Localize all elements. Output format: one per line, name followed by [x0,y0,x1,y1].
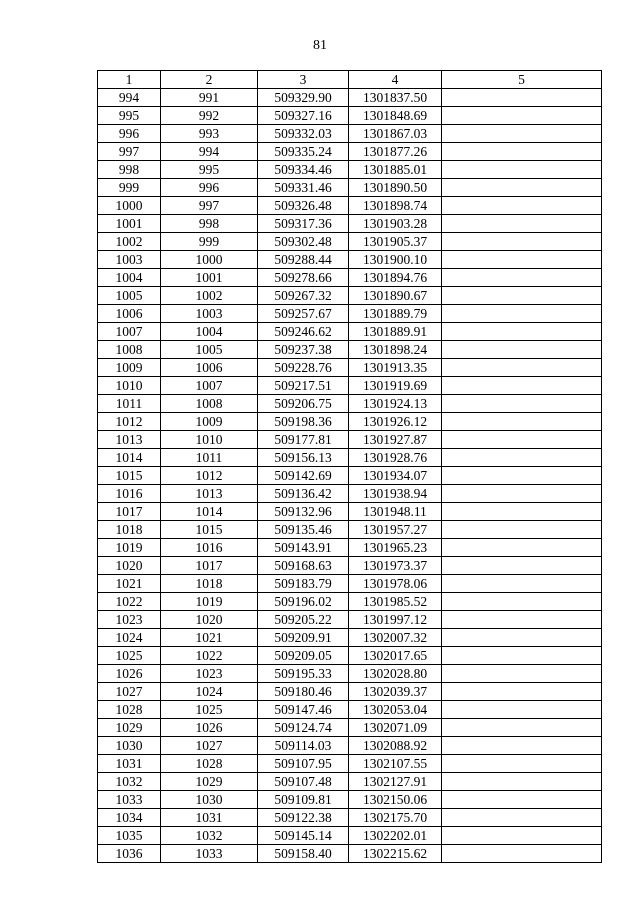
note-cell [442,125,602,143]
point-number-cell: 1016 [98,485,161,503]
reference-number-cell: 1015 [161,521,258,539]
x-coordinate-cell: 509334.46 [258,161,349,179]
reference-number-cell: 1005 [161,341,258,359]
reference-number-cell: 1025 [161,701,258,719]
table-row [98,611,602,629]
y-coordinate-cell: 1301957.27 [349,521,442,539]
note-cell [442,89,602,107]
x-coordinate-cell: 509177.81 [258,431,349,449]
table-row [98,125,602,143]
y-coordinate-cell: 1301898.24 [349,341,442,359]
reference-number-cell: 1009 [161,413,258,431]
note-cell [442,413,602,431]
table-row [98,89,602,107]
point-number-cell: 1005 [98,287,161,305]
y-coordinate-cell: 1301919.69 [349,377,442,395]
note-cell [442,719,602,737]
point-number-cell: 996 [98,125,161,143]
point-number-cell: 1023 [98,611,161,629]
note-cell [442,197,602,215]
reference-number-cell: 992 [161,107,258,125]
x-coordinate-cell: 509237.38 [258,341,349,359]
table-row [98,107,602,125]
point-number-cell: 1020 [98,557,161,575]
reference-number-cell: 1024 [161,683,258,701]
note-cell [442,845,602,863]
x-coordinate-cell: 509114.03 [258,737,349,755]
y-coordinate-cell: 1301889.79 [349,305,442,323]
note-cell [442,377,602,395]
point-number-cell: 1033 [98,791,161,809]
x-coordinate-cell: 509124.74 [258,719,349,737]
reference-number-cell: 1019 [161,593,258,611]
table-row [98,701,602,719]
note-cell [442,683,602,701]
note-cell [442,449,602,467]
y-coordinate-cell: 1302039.37 [349,683,442,701]
point-number-cell: 1030 [98,737,161,755]
note-cell [442,647,602,665]
point-number-cell: 1014 [98,449,161,467]
table-row [98,809,602,827]
y-coordinate-cell: 1301890.67 [349,287,442,305]
note-cell [442,485,602,503]
note-cell [442,755,602,773]
point-number-cell: 1000 [98,197,161,215]
table-row [98,665,602,683]
note-cell [442,575,602,593]
reference-number-cell: 1027 [161,737,258,755]
table-row [98,503,602,521]
table-body [98,89,602,863]
y-coordinate-cell: 1301889.91 [349,323,442,341]
reference-number-cell: 997 [161,197,258,215]
point-number-cell: 1015 [98,467,161,485]
note-cell [442,701,602,719]
header-row [98,71,602,89]
x-coordinate-cell: 509147.46 [258,701,349,719]
note-cell [442,737,602,755]
x-coordinate-cell: 509228.76 [258,359,349,377]
reference-number-cell: 994 [161,143,258,161]
x-coordinate-cell: 509209.05 [258,647,349,665]
page-number: 81 [313,38,327,53]
point-number-cell: 994 [98,89,161,107]
point-number-cell: 1025 [98,647,161,665]
point-number-cell: 1032 [98,773,161,791]
note-cell [442,467,602,485]
x-coordinate-cell: 509156.13 [258,449,349,467]
note-cell [442,503,602,521]
x-coordinate-cell: 509142.69 [258,467,349,485]
x-coordinate-cell: 509209.91 [258,629,349,647]
y-coordinate-cell: 1301898.74 [349,197,442,215]
table-row [98,305,602,323]
table-row [98,341,602,359]
y-coordinate-cell: 1302127.91 [349,773,442,791]
y-coordinate-cell: 1302088.92 [349,737,442,755]
y-coordinate-cell: 1301885.01 [349,161,442,179]
y-coordinate-cell: 1301928.76 [349,449,442,467]
x-coordinate-cell: 509288.44 [258,251,349,269]
point-number-cell: 1008 [98,341,161,359]
column-header-5: 5 [442,71,602,89]
table-row [98,269,602,287]
reference-number-cell: 1014 [161,503,258,521]
y-coordinate-cell: 1301997.12 [349,611,442,629]
x-coordinate-cell: 509145.14 [258,827,349,845]
table-row [98,179,602,197]
note-cell [442,107,602,125]
x-coordinate-cell: 509136.42 [258,485,349,503]
table-row [98,467,602,485]
point-number-cell: 1010 [98,377,161,395]
note-cell [442,305,602,323]
note-cell [442,287,602,305]
point-number-cell: 1006 [98,305,161,323]
y-coordinate-cell: 1301894.76 [349,269,442,287]
table-row [98,773,602,791]
point-number-cell: 1018 [98,521,161,539]
table-row [98,251,602,269]
reference-number-cell: 998 [161,215,258,233]
y-coordinate-cell: 1301905.37 [349,233,442,251]
x-coordinate-cell: 509326.48 [258,197,349,215]
x-coordinate-cell: 509331.46 [258,179,349,197]
table-row [98,719,602,737]
table-row [98,449,602,467]
y-coordinate-cell: 1301903.28 [349,215,442,233]
reference-number-cell: 1016 [161,539,258,557]
reference-number-cell: 993 [161,125,258,143]
y-coordinate-cell: 1301934.07 [349,467,442,485]
point-number-cell: 1007 [98,323,161,341]
column-header-3: 3 [258,71,349,89]
y-coordinate-cell: 1301978.06 [349,575,442,593]
table-row [98,827,602,845]
reference-number-cell: 1008 [161,395,258,413]
reference-number-cell: 1012 [161,467,258,485]
y-coordinate-cell: 1302215.62 [349,845,442,863]
note-cell [442,323,602,341]
column-header-4: 4 [349,71,442,89]
y-coordinate-cell: 1302053.04 [349,701,442,719]
table-row [98,143,602,161]
y-coordinate-cell: 1302007.32 [349,629,442,647]
x-coordinate-cell: 509329.90 [258,89,349,107]
table-row [98,197,602,215]
point-number-cell: 1001 [98,215,161,233]
point-number-cell: 1017 [98,503,161,521]
point-number-cell: 1021 [98,575,161,593]
table-row [98,161,602,179]
reference-number-cell: 1023 [161,665,258,683]
reference-number-cell: 1003 [161,305,258,323]
point-number-cell: 1026 [98,665,161,683]
point-number-cell: 1011 [98,395,161,413]
x-coordinate-cell: 509158.40 [258,845,349,863]
note-cell [442,269,602,287]
point-number-cell: 1004 [98,269,161,287]
point-number-cell: 1002 [98,233,161,251]
note-cell [442,395,602,413]
reference-number-cell: 1022 [161,647,258,665]
table-row [98,395,602,413]
table-row [98,593,602,611]
point-number-cell: 1009 [98,359,161,377]
point-number-cell: 1031 [98,755,161,773]
y-coordinate-cell: 1302107.55 [349,755,442,773]
x-coordinate-cell: 509327.16 [258,107,349,125]
point-number-cell: 1035 [98,827,161,845]
point-number-cell: 1012 [98,413,161,431]
y-coordinate-cell: 1301913.35 [349,359,442,377]
reference-number-cell: 999 [161,233,258,251]
x-coordinate-cell: 509257.67 [258,305,349,323]
y-coordinate-cell: 1302028.80 [349,665,442,683]
reference-number-cell: 1013 [161,485,258,503]
x-coordinate-cell: 509217.51 [258,377,349,395]
x-coordinate-cell: 509143.91 [258,539,349,557]
reference-number-cell: 1026 [161,719,258,737]
point-number-cell: 995 [98,107,161,125]
table-row [98,359,602,377]
point-number-cell: 1028 [98,701,161,719]
note-cell [442,341,602,359]
reference-number-cell: 995 [161,161,258,179]
note-cell [442,161,602,179]
reference-number-cell: 1001 [161,269,258,287]
table-row [98,647,602,665]
note-cell [442,143,602,161]
note-cell [442,665,602,683]
point-number-cell: 1034 [98,809,161,827]
table-row [98,791,602,809]
x-coordinate-cell: 509183.79 [258,575,349,593]
x-coordinate-cell: 509135.46 [258,521,349,539]
point-number-cell: 1024 [98,629,161,647]
reference-number-cell: 1017 [161,557,258,575]
y-coordinate-cell: 1301948.11 [349,503,442,521]
x-coordinate-cell: 509122.38 [258,809,349,827]
reference-number-cell: 1020 [161,611,258,629]
point-number-cell: 999 [98,179,161,197]
point-number-cell: 1036 [98,845,161,863]
reference-number-cell: 1011 [161,449,258,467]
y-coordinate-cell: 1302017.65 [349,647,442,665]
x-coordinate-cell: 509278.66 [258,269,349,287]
point-number-cell: 998 [98,161,161,179]
reference-number-cell: 1007 [161,377,258,395]
table-row [98,413,602,431]
table-header [98,71,602,89]
y-coordinate-cell: 1301890.50 [349,179,442,197]
y-coordinate-cell: 1302150.06 [349,791,442,809]
reference-number-cell: 1033 [161,845,258,863]
note-cell [442,251,602,269]
x-coordinate-cell: 509107.48 [258,773,349,791]
x-coordinate-cell: 509180.46 [258,683,349,701]
note-cell [442,557,602,575]
table-row [98,539,602,557]
y-coordinate-cell: 1301837.50 [349,89,442,107]
note-cell [442,593,602,611]
reference-number-cell: 1006 [161,359,258,377]
reference-number-cell: 1032 [161,827,258,845]
note-cell [442,539,602,557]
note-cell [442,359,602,377]
reference-number-cell: 991 [161,89,258,107]
column-header-2: 2 [161,71,258,89]
table-row [98,485,602,503]
y-coordinate-cell: 1301867.03 [349,125,442,143]
reference-number-cell: 1002 [161,287,258,305]
table-row [98,287,602,305]
y-coordinate-cell: 1301848.69 [349,107,442,125]
x-coordinate-cell: 509168.63 [258,557,349,575]
note-cell [442,773,602,791]
y-coordinate-cell: 1301877.26 [349,143,442,161]
table-row [98,521,602,539]
x-coordinate-cell: 509132.96 [258,503,349,521]
point-number-cell: 1013 [98,431,161,449]
y-coordinate-cell: 1301938.94 [349,485,442,503]
point-number-cell: 1022 [98,593,161,611]
table-row [98,755,602,773]
y-coordinate-cell: 1301965.23 [349,539,442,557]
point-number-cell: 1027 [98,683,161,701]
x-coordinate-cell: 509195.33 [258,665,349,683]
x-coordinate-cell: 509302.48 [258,233,349,251]
reference-number-cell: 1018 [161,575,258,593]
note-cell [442,611,602,629]
reference-number-cell: 1030 [161,791,258,809]
reference-number-cell: 996 [161,179,258,197]
x-coordinate-cell: 509267.32 [258,287,349,305]
table-row [98,233,602,251]
x-coordinate-cell: 509107.95 [258,755,349,773]
y-coordinate-cell: 1302202.01 [349,827,442,845]
y-coordinate-cell: 1302175.70 [349,809,442,827]
point-number-cell: 1029 [98,719,161,737]
note-cell [442,791,602,809]
note-cell [442,215,602,233]
table-row [98,575,602,593]
reference-number-cell: 1029 [161,773,258,791]
x-coordinate-cell: 509109.81 [258,791,349,809]
y-coordinate-cell: 1301926.12 [349,413,442,431]
table-row [98,737,602,755]
y-coordinate-cell: 1301927.87 [349,431,442,449]
x-coordinate-cell: 509196.02 [258,593,349,611]
reference-number-cell: 1010 [161,431,258,449]
point-number-cell: 1003 [98,251,161,269]
x-coordinate-cell: 509332.03 [258,125,349,143]
note-cell [442,827,602,845]
note-cell [442,629,602,647]
note-cell [442,179,602,197]
x-coordinate-cell: 509198.36 [258,413,349,431]
y-coordinate-cell: 1301900.10 [349,251,442,269]
y-coordinate-cell: 1301973.37 [349,557,442,575]
reference-number-cell: 1021 [161,629,258,647]
table-row [98,845,602,863]
reference-number-cell: 1004 [161,323,258,341]
x-coordinate-cell: 509335.24 [258,143,349,161]
table-row [98,431,602,449]
note-cell [442,233,602,251]
table-row [98,215,602,233]
table-row [98,377,602,395]
y-coordinate-cell: 1301924.13 [349,395,442,413]
reference-number-cell: 1031 [161,809,258,827]
coordinates-table [97,70,602,863]
x-coordinate-cell: 509206.75 [258,395,349,413]
table-row [98,683,602,701]
y-coordinate-cell: 1302071.09 [349,719,442,737]
column-header-1: 1 [98,71,161,89]
note-cell [442,521,602,539]
x-coordinate-cell: 509246.62 [258,323,349,341]
note-cell [442,809,602,827]
table-row [98,629,602,647]
x-coordinate-cell: 509205.22 [258,611,349,629]
table-row [98,323,602,341]
x-coordinate-cell: 509317.36 [258,215,349,233]
point-number-cell: 997 [98,143,161,161]
point-number-cell: 1019 [98,539,161,557]
note-cell [442,431,602,449]
table-row [98,557,602,575]
reference-number-cell: 1028 [161,755,258,773]
reference-number-cell: 1000 [161,251,258,269]
y-coordinate-cell: 1301985.52 [349,593,442,611]
